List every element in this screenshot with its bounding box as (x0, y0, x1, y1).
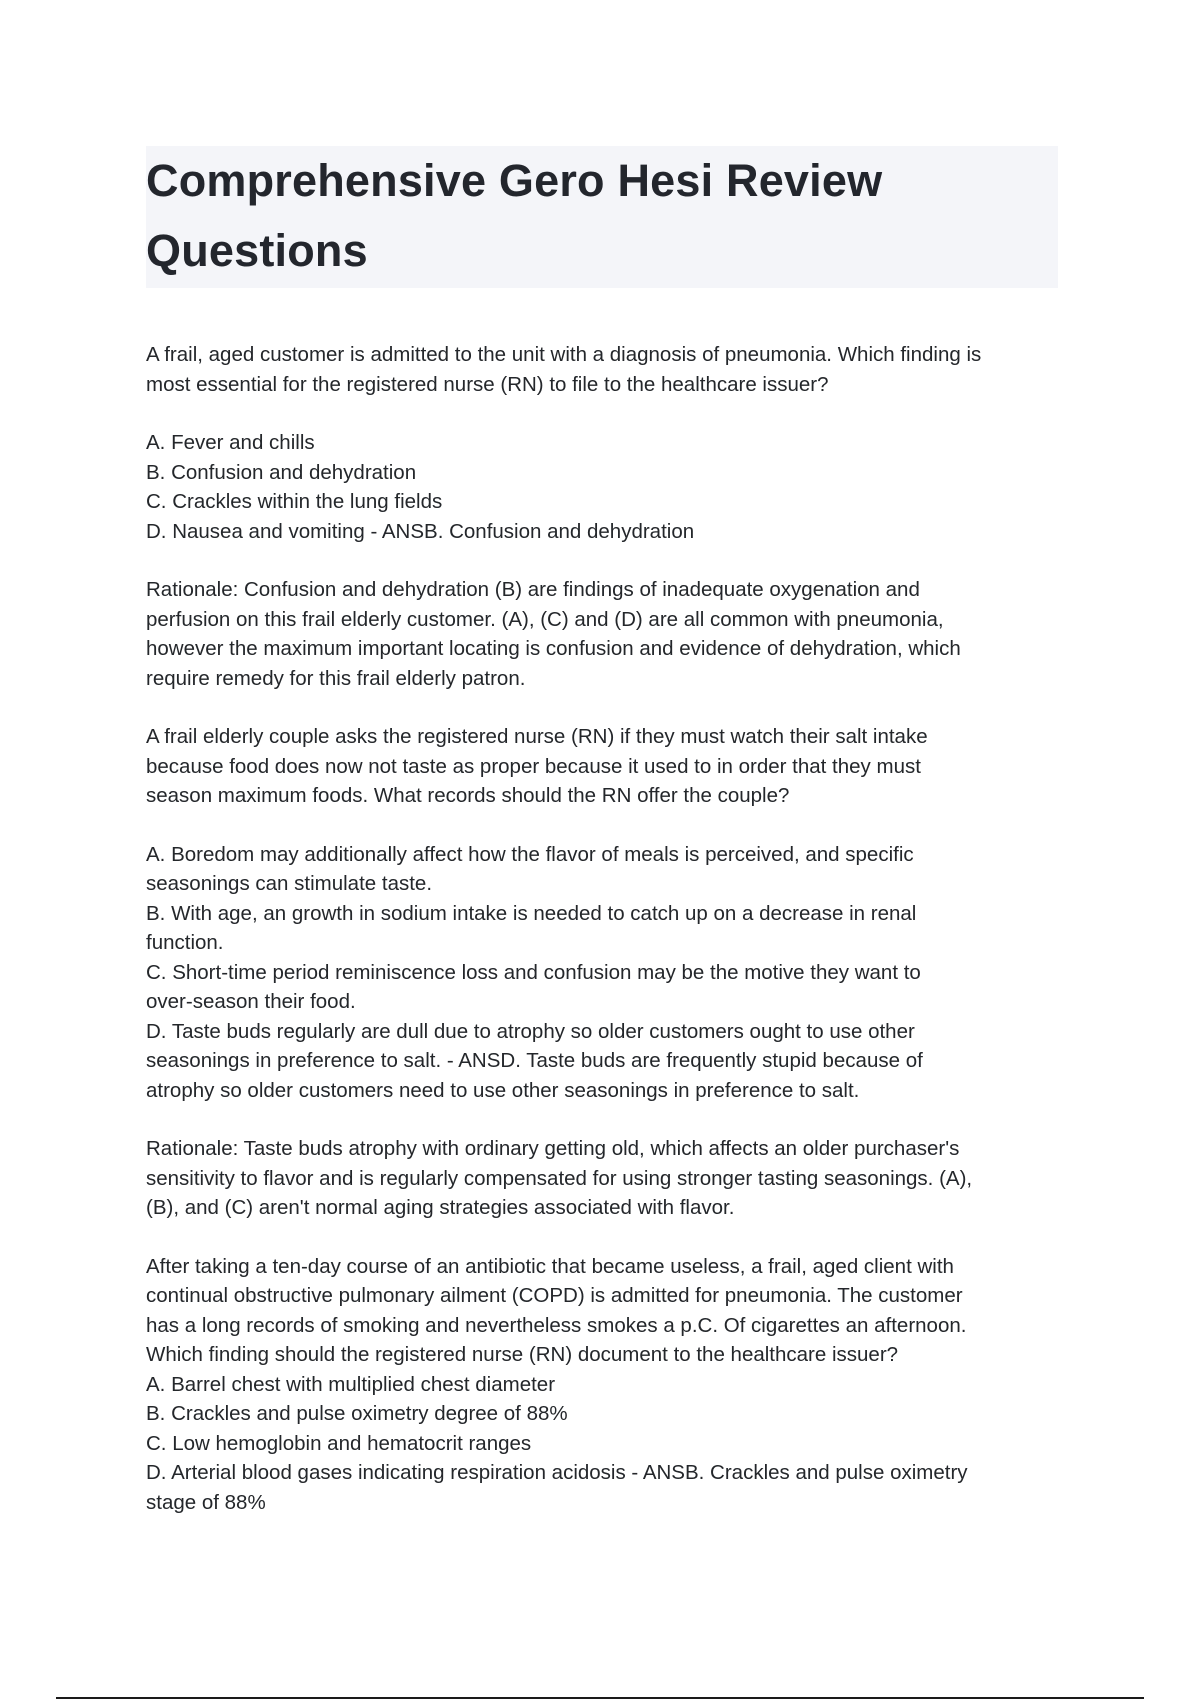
question-1-stem (146, 340, 1066, 399)
text-line: sensitivity to flavor and is regularly compensated for using stronger tasting seasonings. (A), (146, 1166, 973, 1190)
option-line: C. Short-time period reminiscence loss and confusion may be the motive they want to (146, 960, 921, 984)
text-line: Rationale: Taste buds atrophy with ordinary getting old, which affects an older purchaser's (146, 1137, 960, 1160)
text-line: (B), and (C) aren't normal aging strategies associated with flavor. (146, 1196, 735, 1219)
option-line: D. Nausea and vomiting - ANSB. Confusion and dehydration (146, 519, 695, 543)
option-line: seasonings can stimulate taste. (146, 872, 433, 895)
question-2-stem (146, 722, 1066, 811)
text-line: however the maximum important locating is confusion and evidence of dehydration, which (146, 637, 961, 660)
question-3-stem (146, 1252, 1066, 1370)
question-3-options (146, 1370, 1066, 1518)
title-line: Comprehensive Gero Hesi Review (146, 155, 883, 206)
question-2-options (146, 840, 1066, 1106)
text-line: season maximum foods. What records should the RN offer the couple? (146, 784, 790, 807)
footer-divider (56, 1697, 1144, 1699)
text-line: Which finding should the registered nurse (RN) document to the healthcare issuer? (146, 1343, 899, 1366)
text-line: continual obstructive pulmonary ailment (COPD) is admitted for pneumonia. The customer (146, 1284, 963, 1307)
question-1-options (146, 428, 1066, 546)
option-line: stage of 88% (146, 1490, 266, 1514)
text-line: most essential for the registered nurse (RN) to file to the healthcare issuer? (146, 372, 829, 396)
text-line: require remedy for this frail elderly patron. (146, 666, 526, 690)
title-line: Questions (146, 225, 368, 276)
option-line: atrophy so older customers need to use other seasonings in preference to salt. (146, 1078, 860, 1102)
option-line: B. Crackles and pulse oximetry degree of 88% (146, 1402, 568, 1425)
page-title (146, 146, 1058, 286)
text-line: because food does now not taste as proper because it used to in order that they must (146, 754, 921, 778)
option-line: D. Arterial blood gases indicating respiration acidosis - ANSB. Crackles and pulse oximetry (146, 1461, 968, 1484)
option-line: C. Crackles within the lung fields (146, 490, 443, 513)
option-line: B. With age, an growth in sodium intake is needed to catch up on a decrease in renal (146, 901, 917, 925)
question-1-rationale (146, 575, 1066, 693)
option-line: over-season their food. (146, 990, 356, 1013)
text-line: A frail elderly couple asks the registered nurse (RN) if they must watch their salt intake (146, 725, 928, 748)
option-line: A. Fever and chills (146, 431, 315, 454)
text-line: Rationale: Confusion and dehydration (B) are findings of inadequate oxygenation and (146, 578, 920, 601)
text-line: has a long records of smoking and nevertheless smokes a p.C. Of cigarettes an afternoon. (146, 1313, 967, 1337)
text-line: perfusion on this frail elderly customer. (A), (C) and (D) are all common with pneumonia, (146, 607, 944, 631)
option-line: A. Boredom may additionally affect how the flavor of meals is perceived, and specific (146, 842, 914, 866)
title-block (146, 146, 1058, 288)
question-2-rationale (146, 1134, 1066, 1223)
option-line: function. (146, 931, 224, 954)
text-line: After taking a ten-day course of an antibiotic that became useless, a frail, aged client with (146, 1254, 954, 1278)
text-line: A frail, aged customer is admitted to the unit with a diagnosis of pneumonia. Which finding is (146, 343, 982, 366)
option-line: C. Low hemoglobin and hematocrit ranges (146, 1431, 532, 1455)
option-line: D. Taste buds regularly are dull due to atrophy so older customers ought to use other (146, 1019, 915, 1043)
document-content (146, 340, 1066, 1546)
option-line: A. Barrel chest with multiplied chest diameter (146, 1372, 556, 1396)
option-line: B. Confusion and dehydration (146, 460, 417, 484)
option-line: seasonings in preference to salt. - ANSD. Taste buds are frequently stupid because of (146, 1049, 923, 1072)
